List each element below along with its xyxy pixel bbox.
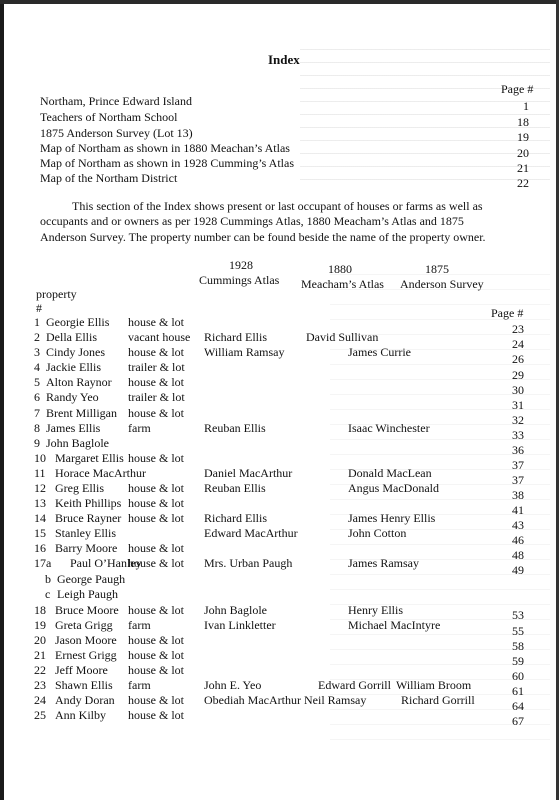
property-number: 1 [34,315,40,329]
owner-name: Brent Milligan [46,406,117,420]
page-number: 41 [512,503,524,517]
property-number: 25 [34,708,46,722]
property-type: house & lot [128,481,184,495]
page-number: 26 [512,352,524,366]
property-number: 21 [34,648,46,662]
page-number: 29 [512,368,524,382]
property-type: house & lot [128,406,184,420]
property-type: house & lot [128,603,184,617]
toc-page-header: Page # [501,82,534,96]
occupant-1928: William Ramsay [204,345,285,359]
toc-entry-label: 1875 Anderson Survey (Lot 13) [40,126,193,140]
occupant-1875: James Henry Ellis [348,511,436,525]
occupant-1875: Isaac Winchester [348,421,430,435]
occupant-1928: Reuban Ellis [204,481,266,495]
toc-entry-label: Teachers of Northam School [40,110,178,124]
page-number: 53 [512,608,524,622]
toc-entry-page: 22 [517,176,529,190]
toc-entry-page: 19 [517,130,529,144]
page-number: 33 [512,428,524,442]
owner-name: Shawn Ellis [55,678,113,692]
owner-name: Georgie Ellis [46,315,110,329]
occupant-1928: Richard Ellis [204,330,267,344]
owner-name: Jason Moore [55,633,117,647]
page-number: 36 [512,443,524,457]
page-number: 60 [512,669,524,683]
owner-name: Keith Phillips [55,496,122,510]
owner-name: Stanley Ellis [55,526,116,540]
property-type: house & lot [128,451,184,465]
property-type: farm [128,421,151,435]
occupant-1880: David Sullivan [306,330,379,344]
header-hash: # [36,301,42,315]
occupant-1928: Richard Ellis [204,511,267,525]
toc-entry-label: Map of Northam as shown in 1928 Cumming’s Atlas [40,156,294,170]
property-number: 22 [34,663,46,677]
property-number: c [45,587,51,601]
occupant-1928: Reuban Ellis [204,421,266,435]
occupant-1928: Obediah MacArthur [204,693,301,707]
page-number: 24 [512,337,524,351]
toc-entry-page: 18 [517,115,529,129]
page-number: 67 [512,714,524,728]
property-number: 6 [34,390,40,404]
page-number: 58 [512,639,524,653]
property-type: house & lot [128,633,184,647]
page-number: 37 [512,458,524,472]
owner-name: Andy Doran [55,693,115,707]
property-type: house & lot [128,693,184,707]
header-page: Page # [491,306,524,320]
owner-name: Bruce Moore [55,603,119,617]
header-1880-atlas: Meacham’s Atlas [301,277,384,291]
property-number: 13 [34,496,46,510]
property-number: 7 [34,406,40,420]
property-type: house & lot [128,345,184,359]
page-number: 37 [512,473,524,487]
property-type: house & lot [128,663,184,677]
property-number: 16 [34,541,46,555]
owner-name: Greg Ellis [55,481,104,495]
page-number: 30 [512,383,524,397]
occupant-1875: James Ramsay [348,556,419,570]
page-number: 43 [512,518,524,532]
property-type: vacant house [128,330,191,344]
owner-name: Greta Grigg [55,618,113,632]
occupant-1875: Henry Ellis [348,603,403,617]
page-number: 38 [512,488,524,502]
intro-line: occupants and or owners as per 1928 Cummings Atlas, 1880 Meacham’s Atlas and 1875 [40,214,464,228]
owner-name: Ann Kilby [55,708,106,722]
owner-name: Horace MacArthur [55,466,146,480]
scan-edge [0,0,4,800]
header-1875-survey: Anderson Survey [400,277,484,291]
property-number: 18 [34,603,46,617]
toc-entry-label: Northam, Prince Edward Island [40,94,192,108]
property-number: 23 [34,678,46,692]
property-number: b [45,572,51,586]
owner-name: Ernest Grigg [55,648,117,662]
property-number: 11 [34,466,46,480]
header-1928-atlas: Cummings Atlas [199,273,280,287]
property-type: house & lot [128,556,184,570]
header-property: property [36,287,77,301]
property-type: farm [128,678,151,692]
owner-name: John Baglole [46,436,109,450]
property-number: 3 [34,345,40,359]
property-number: 14 [34,511,46,525]
page-number: 61 [512,684,524,698]
page-number: 49 [512,563,524,577]
occupant-1875: John Cotton [348,526,407,540]
property-type: house & lot [128,315,184,329]
occupant-1928: John E. Yeo [204,678,262,692]
property-type: trailer & lot [128,390,185,404]
property-number: 2 [34,330,40,344]
occupant-1928: John Baglole [204,603,267,617]
owner-name: Bruce Rayner [55,511,122,525]
occupant-1875: William Broom [396,678,472,692]
owner-name: Leigh Paugh [57,587,118,601]
occupant-1928: Mrs. Urban Paugh [204,556,293,570]
owner-name: Jeff Moore [55,663,108,677]
property-type: house & lot [128,375,184,389]
occupant-1875: Richard Gorrill [401,693,475,707]
intro-line: This section of the Index shows present or last occupant of houses or farms as well as [72,199,483,213]
property-type: farm [128,618,151,632]
owner-name: Randy Yeo [46,390,99,404]
property-number: 10 [34,451,46,465]
page-title: Index [268,52,300,67]
toc-entry-page: 1 [523,99,529,113]
property-type: house & lot [128,541,184,555]
property-number: 9 [34,436,40,450]
owner-name: Barry Moore [55,541,118,555]
property-number: 12 [34,481,46,495]
occupant-1875: Donald MacLean [348,466,432,480]
owner-name: George Paugh [57,572,126,586]
page-number: 64 [512,699,524,713]
owner-name: Margaret Ellis [55,451,124,465]
property-type: trailer & lot [128,360,185,374]
page-number: 31 [512,398,524,412]
page-number: 46 [512,533,524,547]
owner-name: Cindy Jones [46,345,106,359]
occupant-1880: Neil Ramsay [304,693,367,707]
occupant-1875: Angus MacDonald [348,481,439,495]
property-number: 5 [34,375,40,389]
property-type: house & lot [128,648,184,662]
occupant-1875: Michael MacIntyre [348,618,441,632]
owner-name: Alton Raynor [46,375,112,389]
property-number: 4 [34,360,40,374]
toc-entry-page: 21 [517,161,529,175]
page-number: 55 [512,624,524,638]
property-type: house & lot [128,708,184,722]
property-type: house & lot [128,511,184,525]
bleed-through [300,40,550,180]
property-number: 15 [34,526,46,540]
occupant-1928: Daniel MacArthur [204,466,293,480]
property-number: 8 [34,421,40,435]
owner-name: Jackie Ellis [46,360,101,374]
toc-entry-label: Map of the Northam District [40,171,178,185]
property-number: 19 [34,618,46,632]
occupant-1875: James Currie [348,345,411,359]
header-1928-year: 1928 [229,258,253,272]
scan-edge [0,0,559,4]
toc-entry-page: 20 [517,146,529,160]
intro-line: Anderson Survey. The property number can be found beside the name of the property owner. [40,230,486,244]
page-number: 48 [512,548,524,562]
toc-entry-label: Map of Northam as shown in 1880 Meachan’s Atlas [40,141,290,155]
owner-name: Paul O’Hanley [70,556,142,570]
owner-name: Della Ellis [46,330,97,344]
occupant-1880: Edward Gorrill [318,678,391,692]
property-number: 24 [34,693,46,707]
property-type: house & lot [128,496,184,510]
property-number: 20 [34,633,46,647]
header-1875-year: 1875 [425,262,449,276]
owner-name: James Ellis [46,421,101,435]
occupant-1928: Edward MacArthur [204,526,298,540]
occupant-1928: Ivan Linkletter [204,618,276,632]
header-1880-year: 1880 [328,262,352,276]
page-number: 32 [512,413,524,427]
page-number: 59 [512,654,524,668]
page-number: 23 [512,322,524,336]
property-number: 17a [34,556,52,570]
